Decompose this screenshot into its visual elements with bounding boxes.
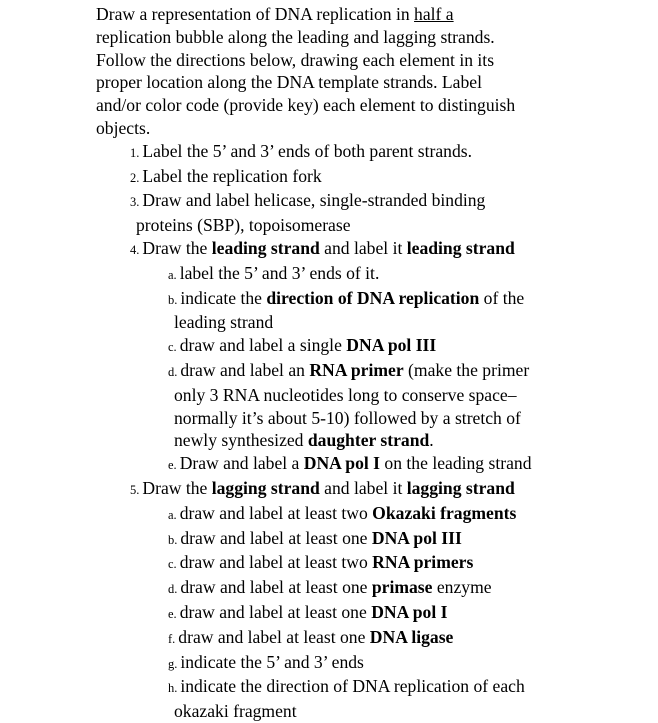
step-1: [96, 140, 566, 165]
step-5g: g. indicate the 5’ and 3’ ends: [168, 651, 364, 672]
intro-line-4: proper location along the DNA template strands. Label: [96, 72, 482, 93]
substep-letter: c.: [168, 340, 177, 355]
step-5c: c. draw and label at least two RNA primers: [168, 552, 474, 573]
step-3: [96, 189, 566, 237]
intro-line-3: Follow the directions below, drawing each element in its: [96, 49, 495, 70]
bold-term: RNA primers: [372, 552, 474, 573]
step-5a: a. draw and label at least two Okazaki fragments: [168, 502, 517, 523]
step-5h: h. indicate the direction of DNA replication of each okazaki fragment: [168, 676, 525, 722]
bold-term: leading strand: [211, 237, 320, 258]
substep-letter: b.: [168, 292, 178, 307]
substep-letter: f.: [168, 631, 176, 646]
underlined-half-a: half a: [414, 4, 454, 24]
step-4d: d. draw and label an RNA primer (make the primer only 3 RNA nucleotides long to conserve space– normally it’s about 5-10) followed by a stretch of newly synthesized daughter strand.: [168, 359, 530, 451]
intro-line-2: replication bubble along the leading and lagging strands.: [96, 26, 495, 47]
bold-term: direction of DNA replication: [266, 287, 480, 308]
substep-letter: d.: [168, 582, 178, 597]
substep-letter: e.: [168, 606, 177, 621]
instructions-paragraph: [96, 3, 566, 140]
intro-line-5: and/or color code (provide key) each element to distinguish: [96, 95, 516, 116]
step-5b: b. draw and label at least one DNA pol III: [168, 527, 462, 548]
step-2: [96, 165, 566, 190]
bold-term: daughter strand: [307, 430, 430, 451]
step-5d: d. draw and label at least one primase enzyme: [168, 577, 492, 598]
bold-term: DNA pol I: [303, 453, 381, 474]
substep-letter: h.: [168, 681, 178, 696]
step-number: 3.: [130, 195, 140, 210]
step-text: Label the 5’ and 3’ ends of both parent strands.: [142, 140, 472, 161]
step-text-cont: proteins (SBP), topoisomerase: [136, 215, 351, 236]
bold-term: Okazaki fragments: [372, 502, 517, 523]
substep-letter: c.: [168, 557, 177, 572]
step-number: 4.: [130, 242, 140, 257]
bold-term: lagging strand: [406, 477, 515, 498]
substep-letter: a.: [168, 507, 177, 522]
bold-term: DNA pol I: [371, 601, 448, 622]
bold-term: primase: [371, 577, 433, 598]
step-number: 2.: [130, 170, 140, 185]
step-number: 1.: [130, 145, 140, 160]
bold-term: DNA pol III: [371, 527, 462, 548]
step-5: 5. Draw the lagging strand and label it lagging strand: [130, 477, 515, 498]
step-4a: a. label the 5’ and 3’ ends of it.: [168, 262, 380, 283]
steps-list: [96, 140, 566, 723]
substep-letter: g.: [168, 656, 178, 671]
intro-line-6: objects.: [96, 117, 151, 138]
worksheet: [96, 3, 566, 723]
step-text: Draw and label helicase, single-stranded binding: [142, 190, 486, 211]
step-4c: c. draw and label a single DNA pol III: [168, 335, 437, 356]
bold-term: DNA pol III: [346, 335, 437, 356]
bold-term: DNA ligase: [369, 626, 454, 647]
substep-letter: e.: [168, 458, 177, 473]
substep-letter: d.: [168, 364, 178, 379]
step-4: 4. Draw the leading strand and label it leading strand: [130, 237, 515, 258]
step-4b: b. indicate the direction of DNA replication of the leading strand: [168, 287, 525, 333]
step-4e: e. Draw and label a DNA pol I on the leading strand: [168, 453, 532, 474]
substep-letter: b.: [168, 532, 178, 547]
intro-line-1: Draw a representation of DNA replication in half a: [96, 4, 454, 24]
step-5f: f. draw and label at least one DNA ligase: [168, 626, 454, 647]
step-text: Label the replication fork: [142, 165, 322, 186]
bold-term: leading strand: [406, 237, 515, 258]
step-number: 5.: [130, 482, 140, 497]
bold-term: lagging strand: [211, 477, 320, 498]
step-5e: e. draw and label at least one DNA pol I: [168, 601, 448, 622]
substep-letter: a.: [168, 267, 177, 282]
bold-term: RNA primer: [309, 359, 404, 380]
